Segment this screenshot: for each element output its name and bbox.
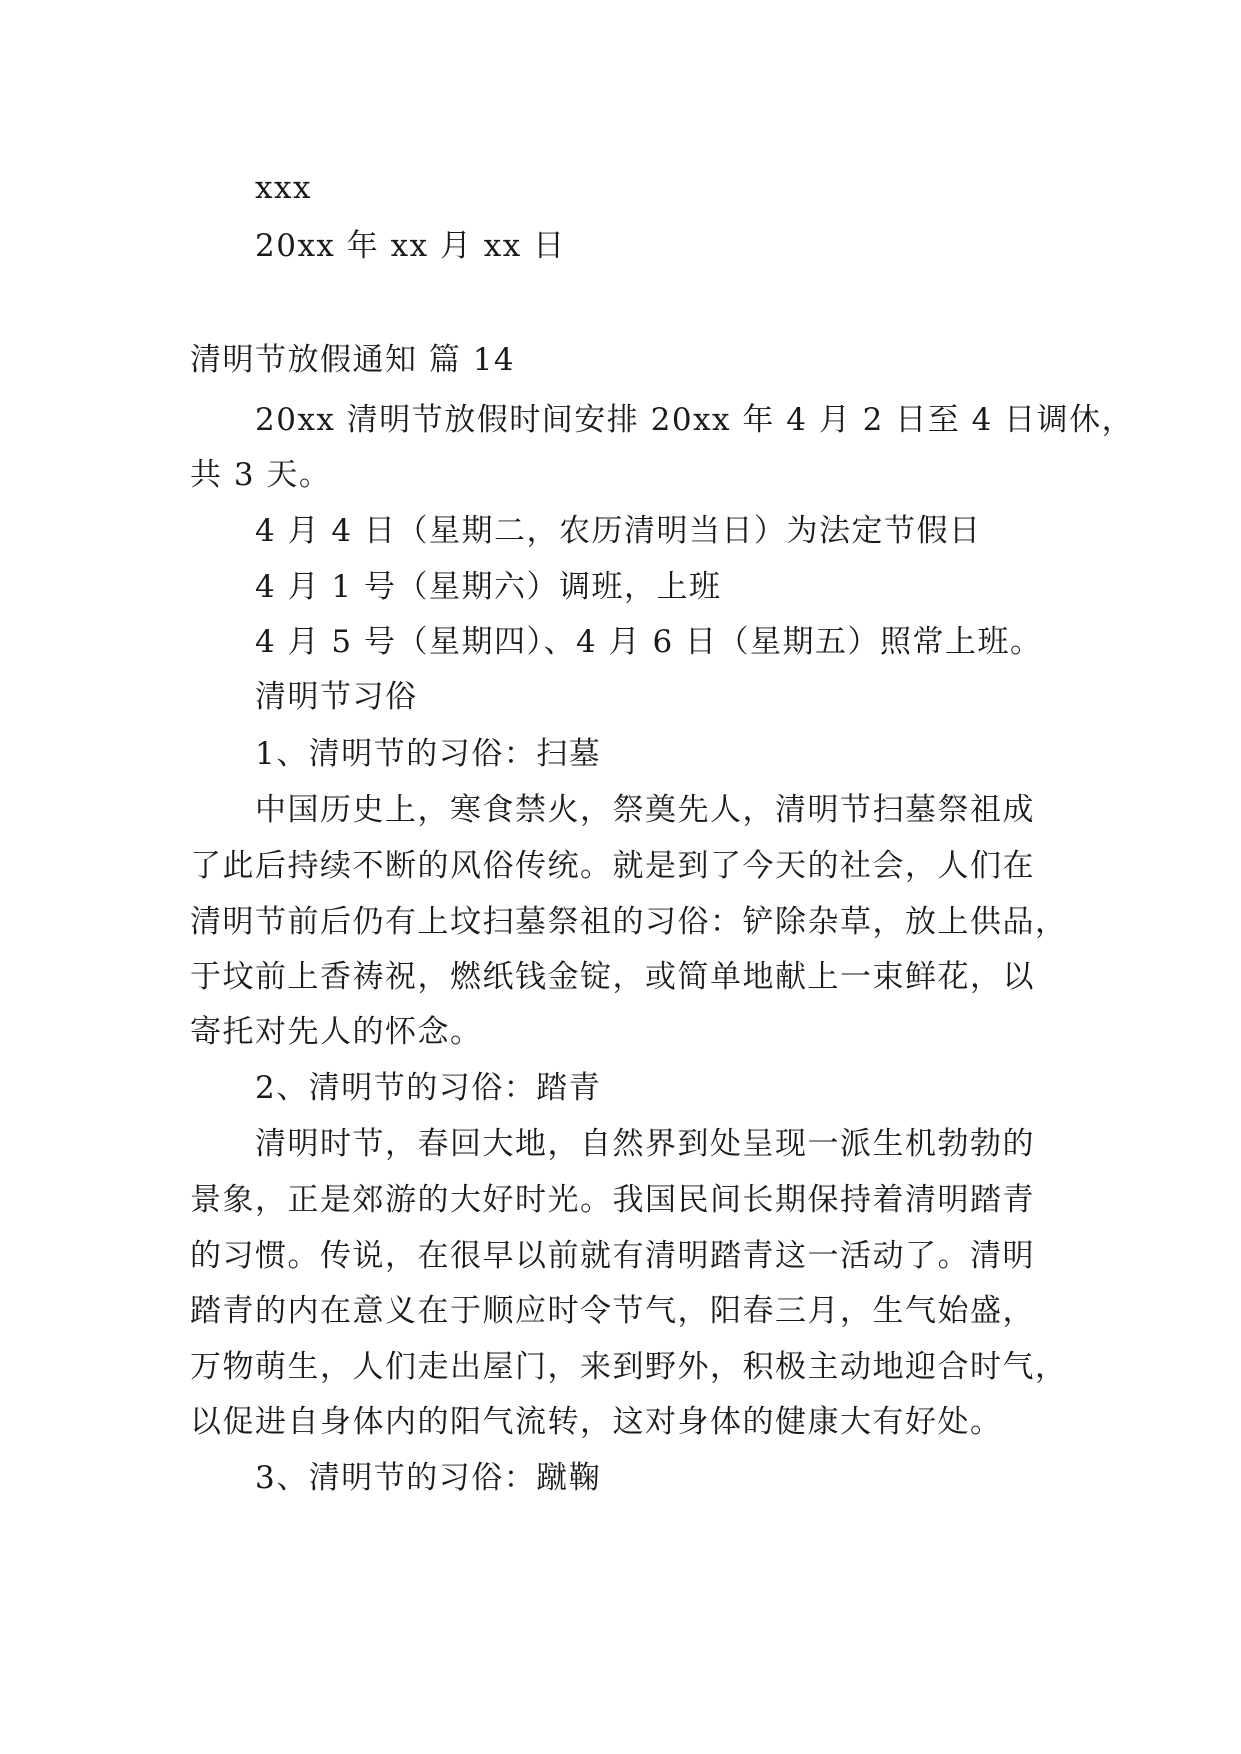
custom-2-text-line: 踏青的内在意义在于顺应时令节气，阳春三月，生气始盛， <box>190 1293 1035 1329</box>
custom-3-title: 3、清明节的习俗：蹴鞠 <box>255 1460 602 1496</box>
signature-date: 20xx 年 xx 月 xx 日 <box>255 228 566 264</box>
schedule-item-1: 4 月 4 日（星期二，农历清明当日）为法定节假日 <box>255 513 982 549</box>
custom-1-text-line: 清明节前后仍有上坟扫墓祭祖的习俗：铲除杂草，放上供品， <box>190 904 1068 940</box>
custom-2-text-line: 万物萌生，人们走出屋门，来到野外，积极主动地迎合时气， <box>190 1349 1068 1385</box>
signature-name: xxx <box>255 170 312 206</box>
custom-1-text-line: 于坟前上香祷祝，燃纸钱金锭，或简单地献上一束鲜花，以 <box>190 959 1035 995</box>
custom-2-title: 2、清明节的习俗：踏青 <box>255 1070 602 1106</box>
custom-1-text-line: 寄托对先人的怀念。 <box>190 1014 483 1050</box>
custom-1-text-line: 了此后持续不断的风俗传统。就是到了今天的社会，人们在 <box>190 848 1035 884</box>
schedule-item-2: 4 月 1 号（星期六）调班，上班 <box>255 569 722 605</box>
schedule-item-3: 4 月 5 号（星期四）、4 月 6 日（星期五）照常上班。 <box>255 624 1043 660</box>
custom-2-text-line: 以促进自身体内的阳气流转，这对身体的健康大有好处。 <box>190 1404 1003 1440</box>
custom-2-text-line: 景象，正是郊游的大好时光。我国民间长期保持着清明踏青 <box>190 1182 1035 1218</box>
schedule-intro-line-2: 共 3 天。 <box>190 457 332 493</box>
custom-1-text-line: 中国历史上，寒食禁火，祭奠先人，清明节扫墓祭祖成 <box>255 792 1035 828</box>
customs-heading: 清明节习俗 <box>255 679 418 715</box>
custom-1-title: 1、清明节的习俗：扫墓 <box>255 736 602 772</box>
section-title: 清明节放假通知 篇 14 <box>190 342 516 378</box>
schedule-intro-line-1: 20xx 清明节放假时间安排 20xx 年 4 月 2 日至 4 日调休， <box>255 402 1135 438</box>
custom-2-text-line: 清明时节，春回大地，自然界到处呈现一派生机勃勃的 <box>255 1126 1035 1162</box>
custom-2-text-line: 的习惯。传说，在很早以前就有清明踏青这一活动了。清明 <box>190 1238 1035 1274</box>
